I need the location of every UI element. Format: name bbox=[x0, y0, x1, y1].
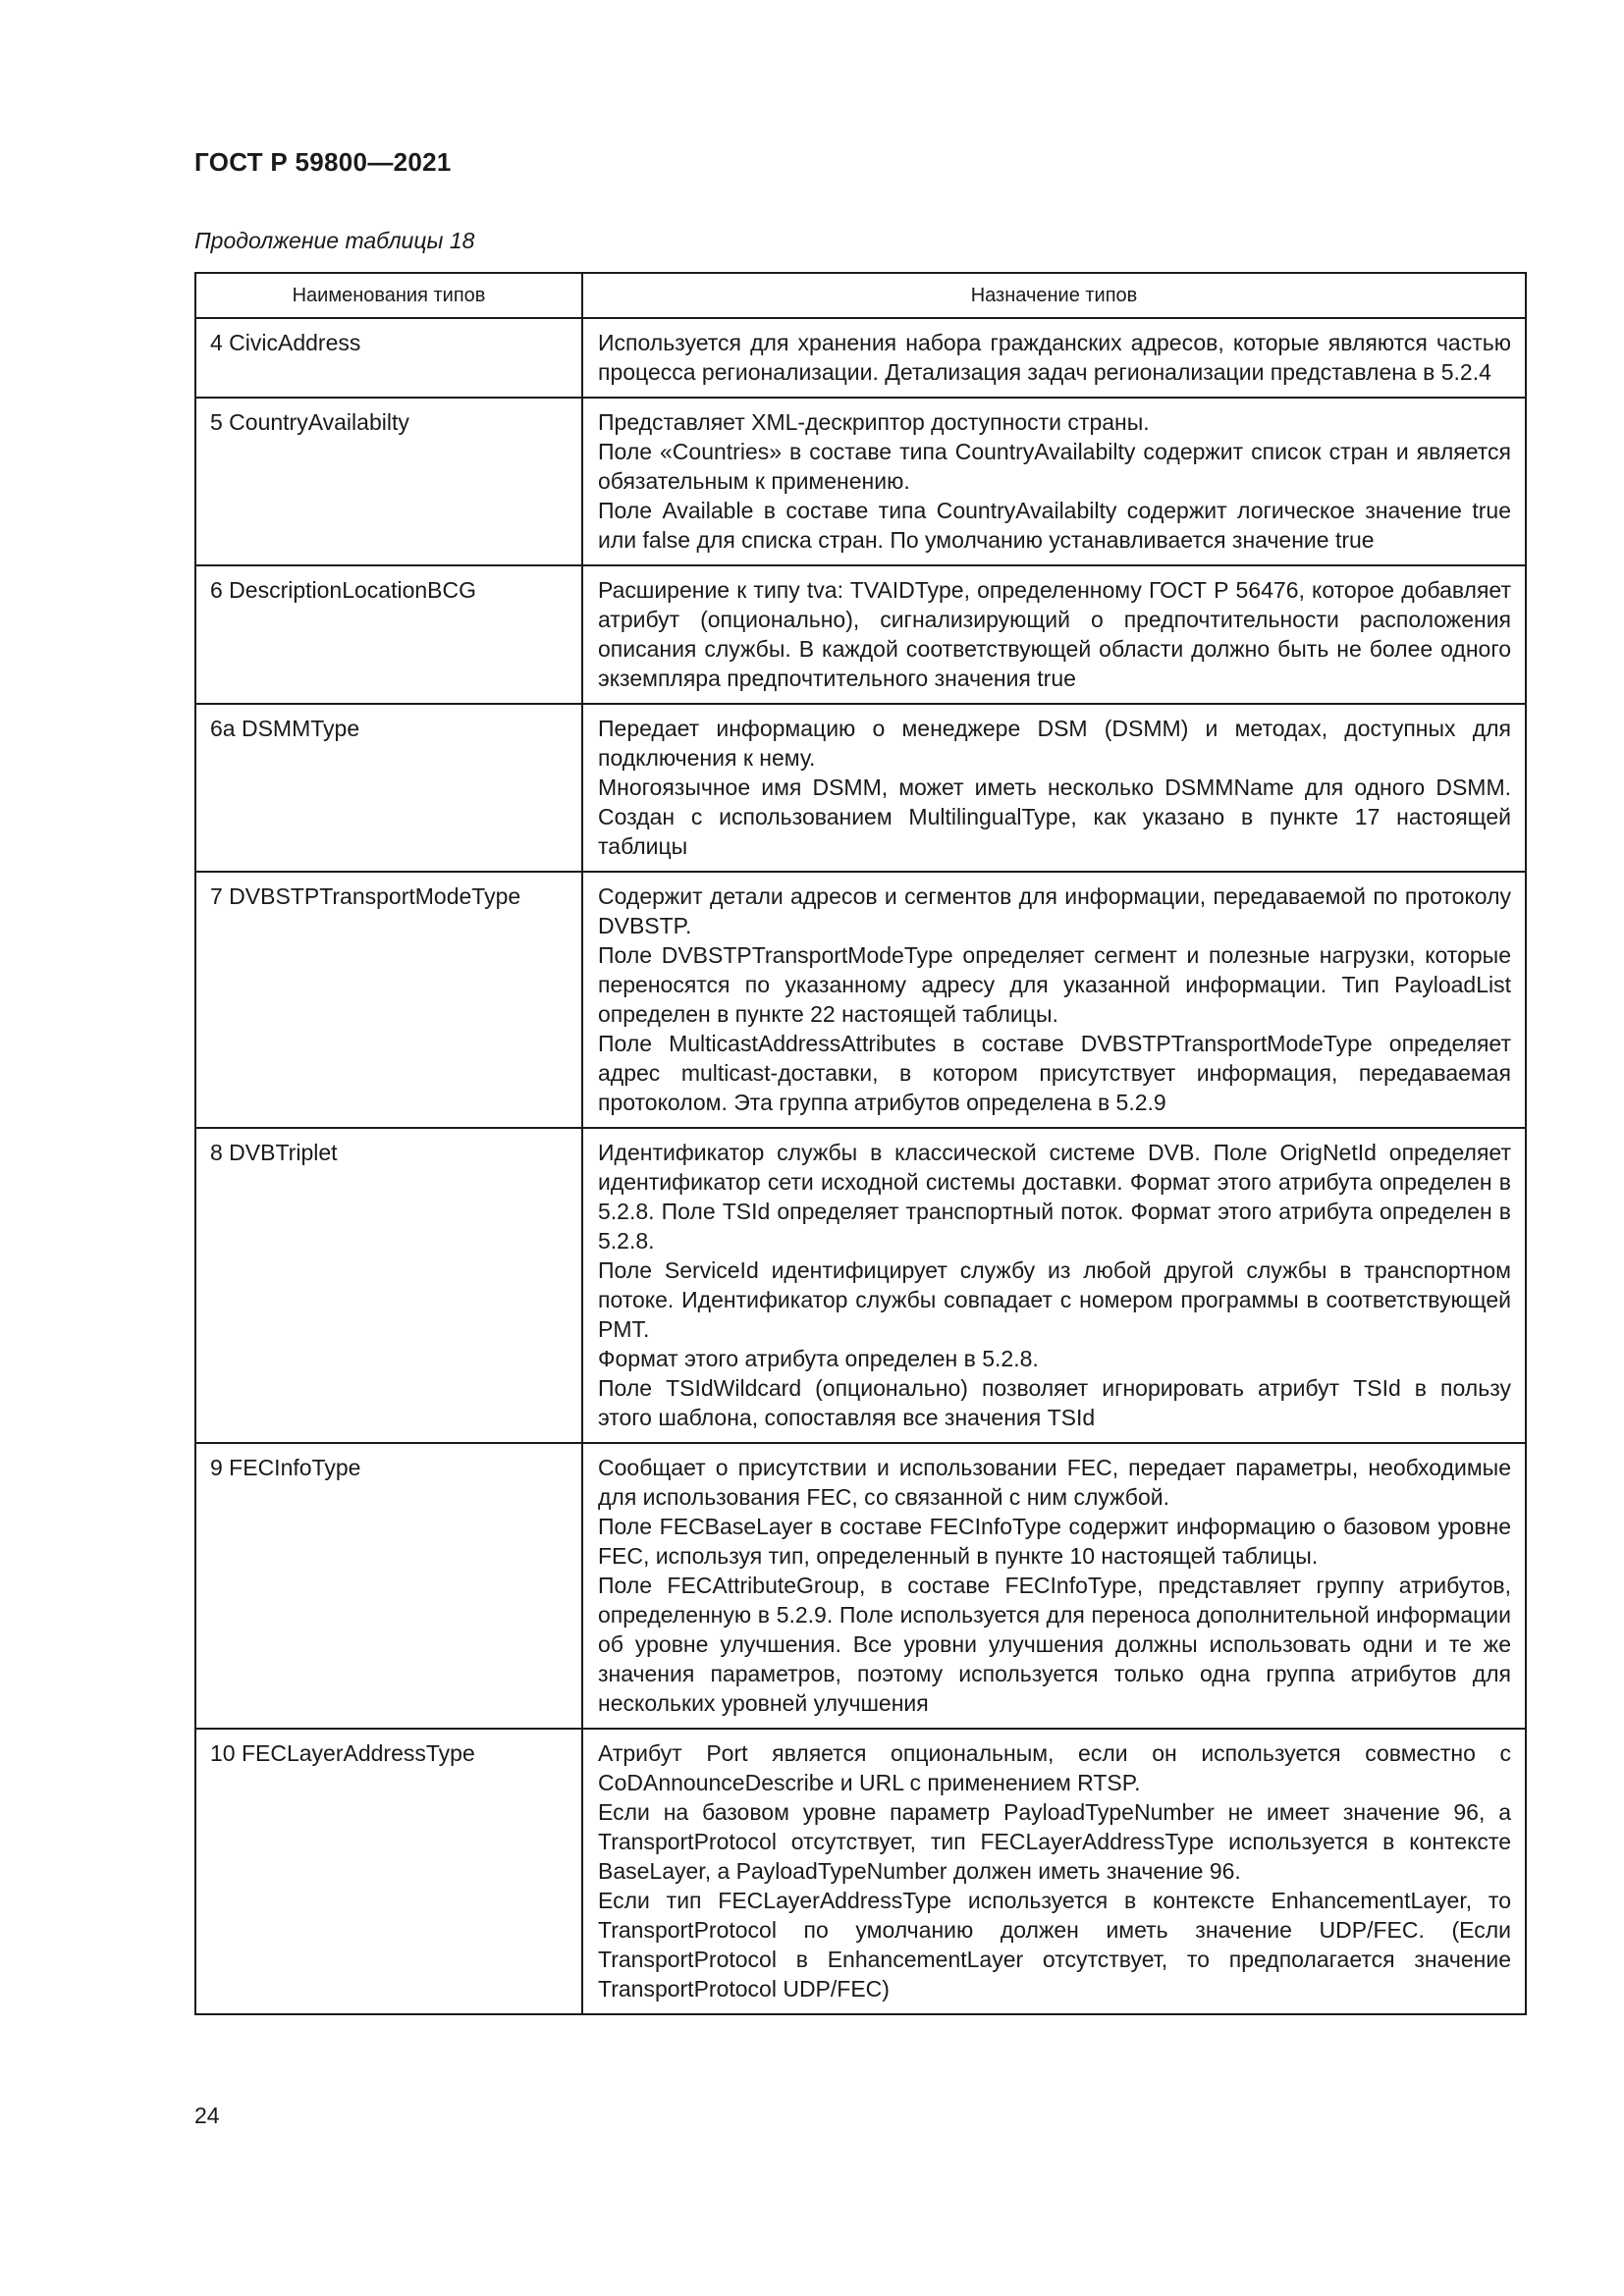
description-line: Поле TSIdWildcard (опционально) позволяет игнорировать атрибут TSId в пользу этого шаблона, сопоставляя все значения TSId bbox=[598, 1375, 1511, 1430]
description-line: Передает информацию о менеджере DSM (DSMM) и методах, доступных для подключения к нему. bbox=[598, 716, 1511, 771]
description-line: Представляет XML-дескриптор доступности страны. bbox=[598, 409, 1150, 435]
table-row bbox=[195, 704, 1526, 872]
types-table bbox=[194, 272, 1527, 2015]
type-description-cell bbox=[582, 872, 1526, 1128]
description-line: Содержит детали адресов и сегментов для информации, передаваемой по протоколу DVBSTP. bbox=[598, 883, 1511, 938]
description-line: Поле «Countries» в составе типа CountryAvailabilty содержит список стран и является обязательным к применению. bbox=[598, 439, 1511, 494]
type-description-cell bbox=[582, 1128, 1526, 1443]
table-row bbox=[195, 1443, 1526, 1729]
description-line: Если на базовом уровне параметр PayloadTypeNumber не имеет значение 96, а TransportProtocol отсутствует, тип FECLayerAddressType используется в контексте BaseLayer, а PayloadTypeNumber должен иметь значение 96. bbox=[598, 1799, 1511, 1884]
description-line: Поле Available в составе типа CountryAvailabilty содержит логическое значение true или false для списка стран. По умолчанию устанавливается значение true bbox=[598, 498, 1511, 553]
description-line: Используется для хранения набора гражданских адресов, которые являются частью процесса регионализации. Детализация задач регионализации представлена в 5.2.4 bbox=[598, 330, 1511, 385]
type-description-cell bbox=[582, 398, 1526, 565]
description-line: Если тип FECLayerAddressType используется в контексте EnhancementLayer, то TransportProtocol по умолчанию должен иметь значение UDP/FEC. (Если TransportProtocol в EnhancementLayer отсутствует, то предполагается значение TransportProtocol UDP/FEC) bbox=[598, 1888, 1511, 2002]
page-number: 24 bbox=[194, 2103, 220, 2128]
type-name-cell: 6a DSMMType bbox=[195, 704, 582, 872]
type-name-cell: 9 FECInfoType bbox=[195, 1443, 582, 1729]
description-line: Сообщает о присутствии и использовании FEC, передает параметры, необходимые для использования FEC, со связанной с ним службой. bbox=[598, 1455, 1511, 1510]
description-line: Поле FECAttributeGroup, в составе FECInfoType, представляет группу атрибутов, определенную в 5.2.9. Поле используется для переноса дополнительной информации об уровне улучшения. Все уровни улучшения должны использовать одни и те же значения параметров, поэтому используется только одна группа атрибутов для нескольких уровней улучшения bbox=[598, 1573, 1511, 1716]
type-description-cell bbox=[582, 1729, 1526, 2014]
description-line: Расширение к типу tva: TVAIDType, определенному ГОСТ Р 56476, которое добавляет атрибут (опционально), сигнализирующий о предпочтительности расположения описания службы. В каждой соответствующей области должно быть не более одного экземпляра предпочтительного значения true bbox=[598, 577, 1511, 691]
table-row bbox=[195, 1729, 1526, 2014]
document-header: ГОСТ Р 59800—2021 bbox=[194, 147, 452, 177]
column-header-type-names: Наименования типов bbox=[195, 273, 582, 318]
table-header-row bbox=[195, 273, 1526, 318]
column-header-type-purpose: Назначение типов bbox=[582, 273, 1526, 318]
type-description-cell bbox=[582, 1443, 1526, 1729]
type-description-cell bbox=[582, 318, 1526, 398]
table-row bbox=[195, 318, 1526, 398]
type-name-cell: 10 FECLayerAddressType bbox=[195, 1729, 582, 2014]
description-line: Формат этого атрибута определен в 5.2.8. bbox=[598, 1346, 1039, 1371]
table-row bbox=[195, 872, 1526, 1128]
description-line: Поле DVBSTPTransportModeType определяет сегмент и полезные нагрузки, которые переносятся по указанному адресу для указанной информации. Тип PayloadList определен в пункте 22 настоящей таблицы. bbox=[598, 942, 1511, 1027]
type-name-cell: 4 CivicAddress bbox=[195, 318, 582, 398]
type-description-cell bbox=[582, 565, 1526, 704]
type-name-cell: 6 DescriptionLocationBCG bbox=[195, 565, 582, 704]
type-description-cell bbox=[582, 704, 1526, 872]
description-line: Атрибут Port является опциональным, если он используется совместно с CoDAnnounceDescribe и URL с применением RTSP. bbox=[598, 1740, 1511, 1795]
table-row bbox=[195, 1128, 1526, 1443]
description-line: Идентификатор службы в классической системе DVB. Поле OrigNetId определяет идентификатор сети исходной системы доставки. Формат этого атрибута определен в 5.2.8. Поле TSId определяет транспортный поток. Формат этого атрибута определен в 5.2.8. bbox=[598, 1140, 1511, 1254]
table-row bbox=[195, 398, 1526, 565]
description-line: Поле FECBaseLayer в составе FECInfoType содержит информацию о базовом уровне FEC, используя тип, определенный в пункте 10 настоящей таблицы. bbox=[598, 1514, 1511, 1569]
table-row bbox=[195, 565, 1526, 704]
type-name-cell: 8 DVBTriplet bbox=[195, 1128, 582, 1443]
type-name-cell: 5 CountryAvailabilty bbox=[195, 398, 582, 565]
description-line: Поле ServiceId идентифицирует службу из любой другой службы в транспортном потоке. Идентификатор службы совпадает с номером программы в соответствующей PMT. bbox=[598, 1257, 1511, 1342]
description-line: Многоязычное имя DSMM, может иметь несколько DSMMName для одного DSMM. Создан с использованием MultilingualType, как указано в пункте 17 настоящей таблицы bbox=[598, 774, 1511, 859]
description-line: Поле MulticastAddressAttributes в составе DVBSTPTransportModeType определяет адрес multicast-доставки, в котором присутствует информация, передаваемая протоколом. Эта группа атрибутов определена в 5.2.9 bbox=[598, 1031, 1511, 1115]
type-name-cell: 7 DVBSTPTransportModeType bbox=[195, 872, 582, 1128]
table-caption: Продолжение таблицы 18 bbox=[194, 228, 475, 253]
